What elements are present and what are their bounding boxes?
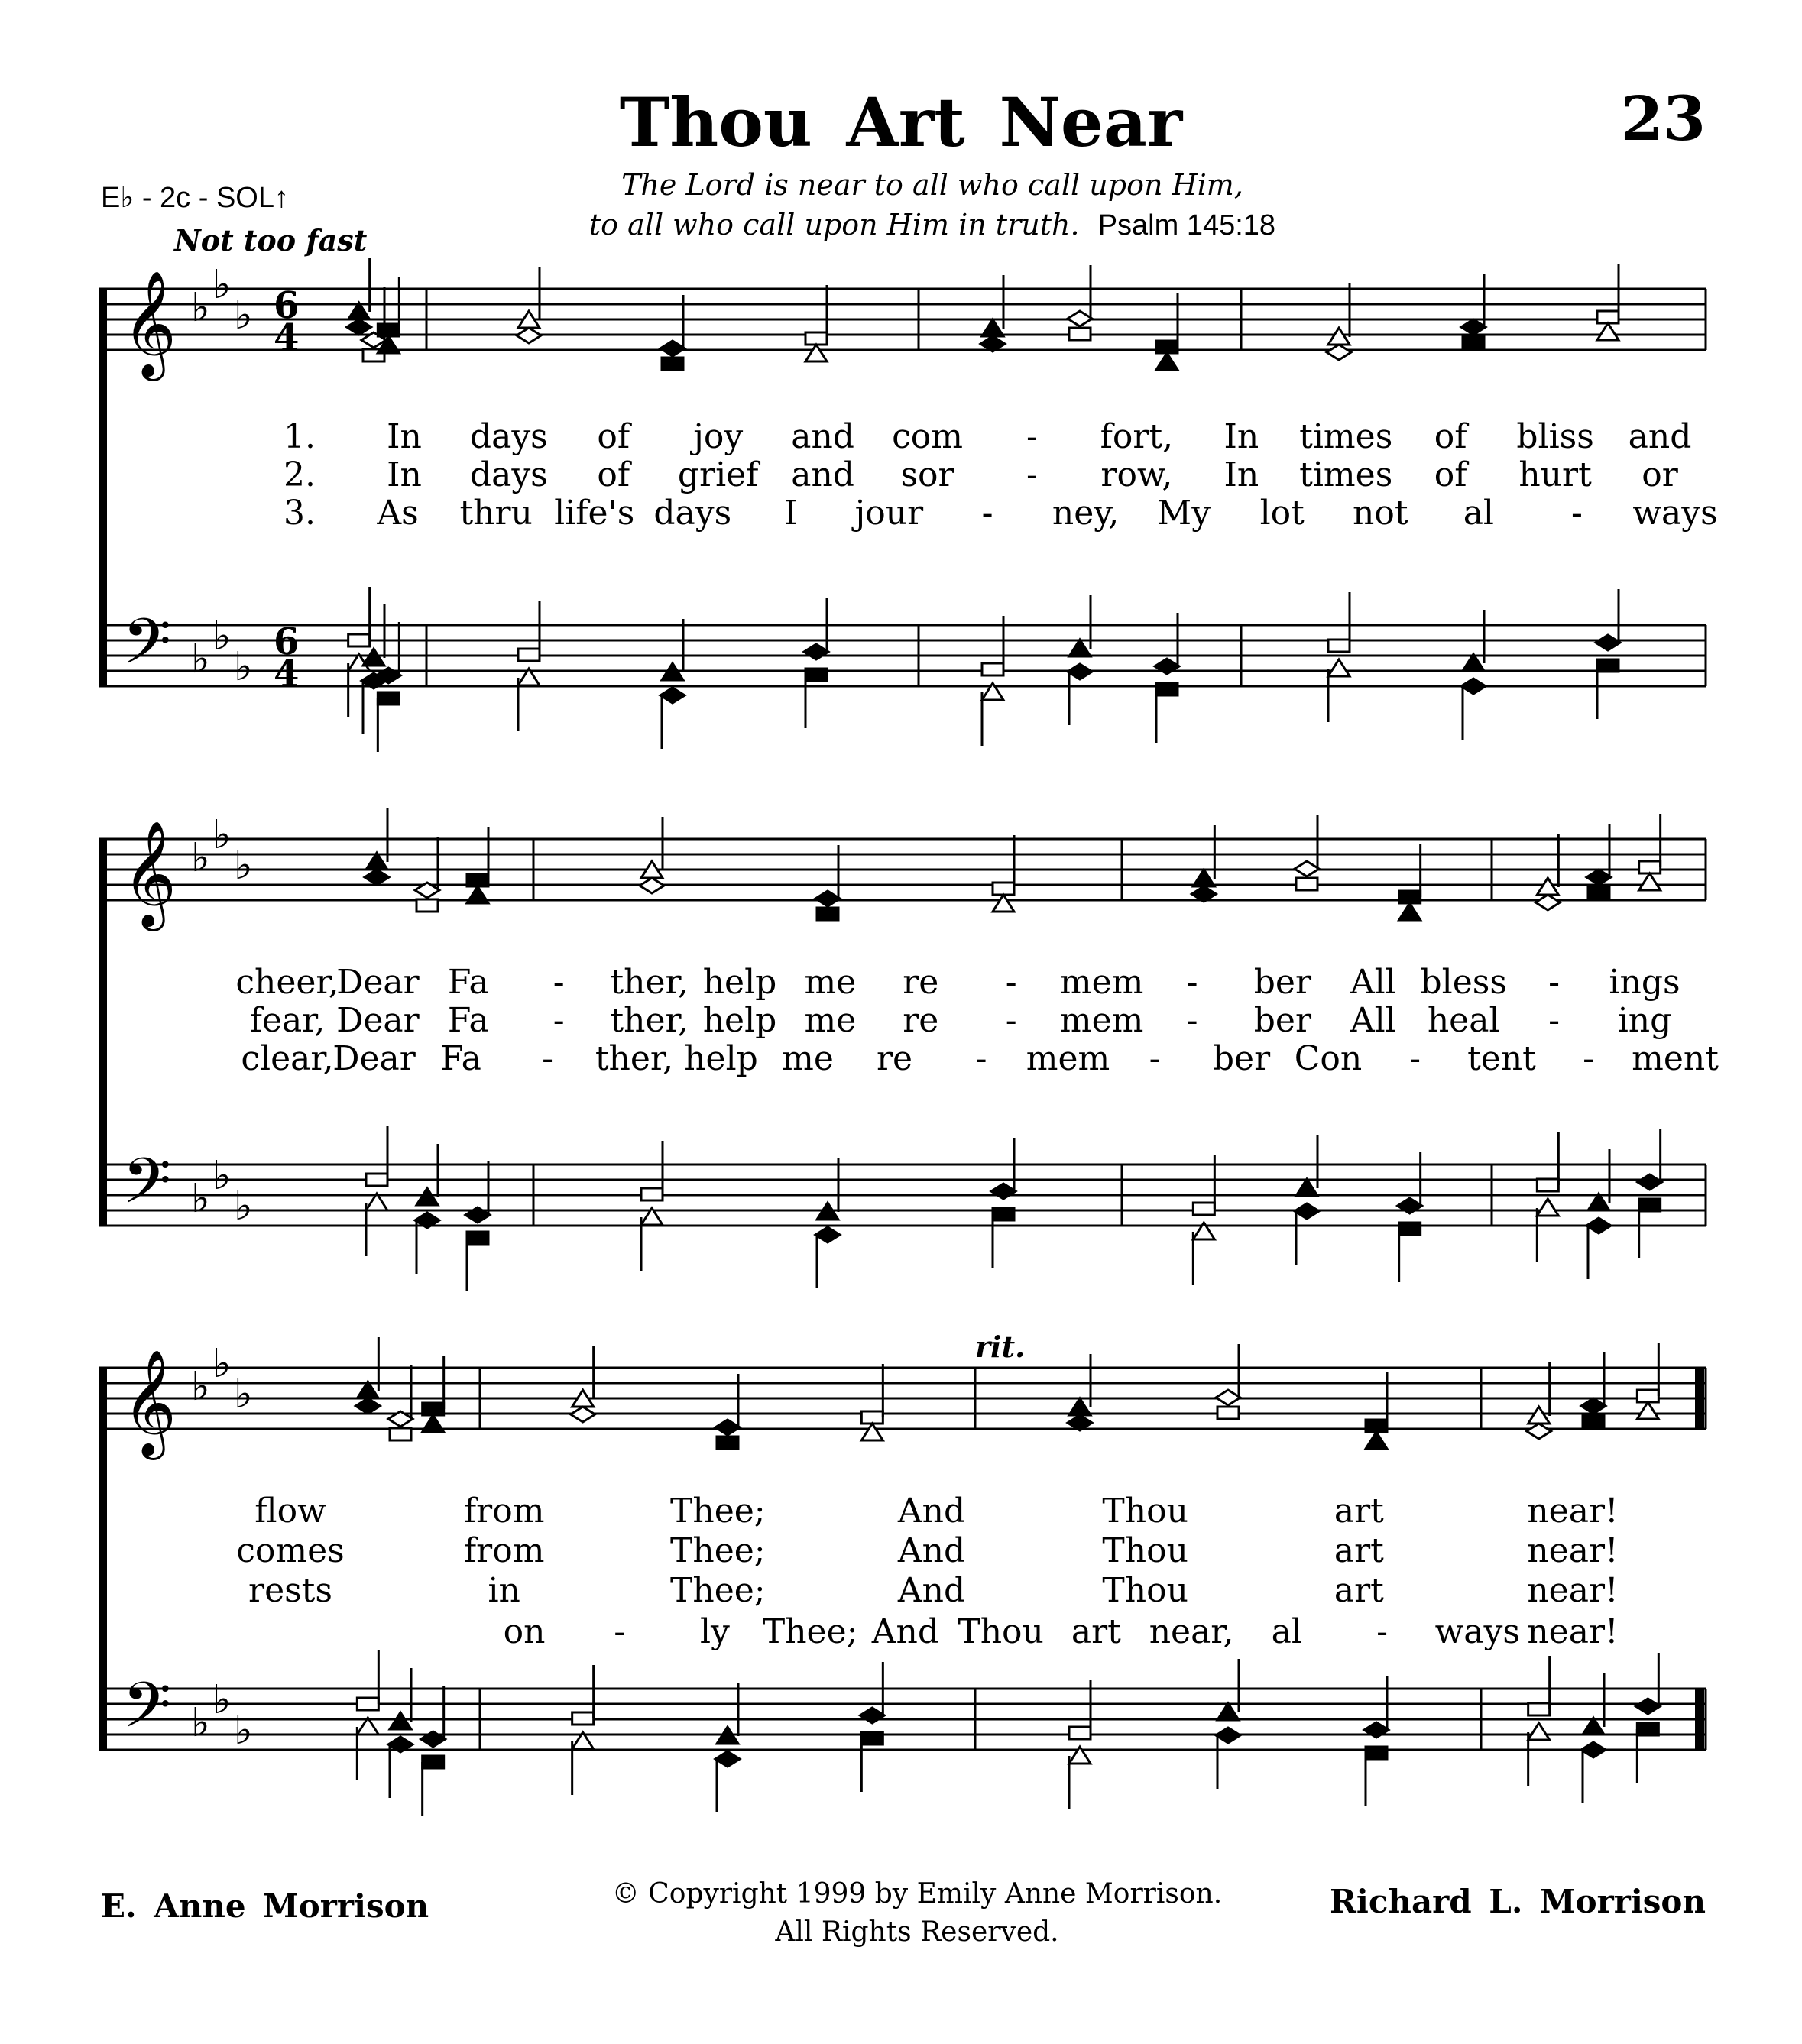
flat-sign: ♭ (212, 1677, 232, 1723)
lyric-verse-2: ber (1253, 1001, 1312, 1040)
note-head (1637, 1723, 1658, 1735)
note-head (982, 319, 1003, 336)
lyric-verse-2: help (702, 1001, 777, 1040)
note-head (467, 1232, 488, 1244)
note-head (805, 669, 827, 681)
lyric-echo: And (871, 1612, 940, 1651)
note-head (1528, 1703, 1550, 1715)
lyric-verse-2: In (1223, 455, 1259, 494)
lyricist: E. Anne Morrison (101, 1887, 429, 1925)
note-head (1586, 870, 1611, 885)
note-head (1295, 861, 1319, 876)
flat-sign: ♭ (234, 1708, 253, 1754)
final-barline (1695, 1689, 1704, 1750)
note-head (1537, 1199, 1558, 1216)
lyric-verse-1: of (1434, 417, 1467, 456)
note-head (1295, 1203, 1319, 1219)
lyric-echo: near! (1527, 1612, 1619, 1651)
note-head (423, 1756, 444, 1768)
lyric-verse-1: - (1186, 963, 1198, 1002)
lyric-verse-2: Dear (336, 1001, 420, 1040)
note-head (715, 1420, 740, 1435)
lyric-verse-3: days (653, 494, 732, 533)
lyric-verse-3: Thou (1102, 1571, 1188, 1610)
lyric-verse-3: lot (1259, 494, 1305, 533)
note-head (641, 1188, 663, 1200)
note-head (1461, 319, 1486, 335)
lyric-verse-3: - (975, 1039, 987, 1078)
lyric-verse-1: Dear (336, 963, 420, 1002)
lyric-verse-3: ment (1632, 1039, 1719, 1078)
lyric-verse-3: not (1353, 494, 1408, 533)
time-signature: 4 (274, 653, 300, 695)
note-head (1535, 895, 1560, 910)
note-head (365, 870, 389, 885)
note-head (416, 1188, 438, 1205)
lyric-verse-3: re (876, 1039, 913, 1078)
note-head (1068, 664, 1092, 679)
lyric-verse-3: near! (1527, 1571, 1619, 1610)
lyric-verse-3: al (1463, 494, 1495, 533)
flat-sign: ♭ (234, 1184, 253, 1229)
lyric-verse-2: art (1334, 1531, 1384, 1570)
lyric-verse-3: Thee; (670, 1571, 766, 1610)
note-head (1597, 659, 1619, 672)
note-head (1328, 640, 1350, 652)
note-head (1296, 878, 1317, 890)
lyric-verse-2: Fa (447, 1001, 489, 1040)
lyric-verse-2: - (1005, 1001, 1017, 1040)
note-head (357, 1698, 378, 1710)
note-head (355, 1398, 380, 1414)
note-head (715, 1751, 740, 1767)
lyric-verse-2: - (1186, 1001, 1198, 1040)
lyric-verse-2: of (1434, 455, 1467, 494)
lyric-verse-3: ney, (1052, 494, 1120, 533)
lyric-verse-1: fort, (1100, 417, 1174, 456)
note-head (982, 663, 1003, 675)
note-head (1527, 1424, 1551, 1439)
lyric-verse-3: Dear (332, 1039, 416, 1078)
lyric-verse-3: tent (1467, 1039, 1536, 1078)
lyric-echo: near, (1149, 1612, 1234, 1651)
lyric-verse-1: days (469, 417, 548, 456)
note-head (815, 891, 840, 906)
copyright-line-1: © Copyright 1999 by Emily Anne Morrison. (611, 1878, 1223, 1910)
lyric-verse-1: and (1628, 417, 1692, 456)
lyric-verse-3: rests (248, 1571, 332, 1610)
key-info: E♭ - 2c - SOL↑ (101, 182, 289, 214)
lyric-verse-2: days (469, 455, 548, 494)
note-head (1639, 873, 1661, 890)
hymn-number: 23 (1620, 83, 1706, 154)
flat-sign: ♭ (191, 1176, 210, 1222)
composer: Richard L. Morrison (1330, 1883, 1706, 1920)
lyric-verse-1: art (1334, 1492, 1384, 1531)
note-head (991, 1184, 1016, 1199)
lyric-verse-2: ther, (610, 1001, 689, 1040)
lyric-verse-3: me (782, 1039, 834, 1078)
flat-sign: ♭ (234, 1372, 253, 1417)
lyric-verse-1: ber (1253, 963, 1312, 1002)
lyric-verse-1: of (597, 417, 630, 456)
lyric-verse-2: re (903, 1001, 939, 1040)
note-head (660, 341, 685, 356)
flat-sign: ♭ (191, 285, 210, 331)
flat-sign: ♭ (234, 293, 253, 339)
lyric-verse-1: bless (1420, 963, 1507, 1002)
note-head (662, 358, 683, 370)
lyric-verse-1: near! (1527, 1492, 1619, 1531)
note-head (817, 908, 838, 920)
note-head (1399, 1223, 1421, 1235)
lyric-echo: - (1376, 1612, 1388, 1651)
treble-clef: 𝄞 (122, 270, 177, 377)
note-head (861, 1732, 883, 1744)
lyric-verse-1: - (1005, 963, 1017, 1002)
note-head (1366, 1747, 1387, 1759)
note-head (1597, 323, 1619, 340)
lyric-verse-3: My (1157, 494, 1211, 533)
note-head (347, 319, 371, 335)
lyric-echo: art (1071, 1612, 1121, 1651)
note-head (1537, 1179, 1558, 1191)
lyric-verse-2: Thou (1102, 1531, 1188, 1570)
lyric-verse-3: - (1583, 1039, 1594, 1078)
lyric-verse-3: art (1334, 1571, 1384, 1610)
lyric-verse-3: life's (554, 494, 635, 533)
lyric-verse-3: clear, (241, 1039, 334, 1078)
note-head (1193, 870, 1214, 886)
note-head (1528, 1407, 1550, 1424)
lyric-verse-1: - (1548, 963, 1561, 1002)
note-head (1596, 635, 1620, 650)
note-head (1639, 1199, 1661, 1211)
lyric-verse-3: in (488, 1571, 520, 1610)
note-head (861, 1424, 883, 1440)
lyric-verse-3: - (1570, 494, 1583, 533)
lyric-echo: on (503, 1612, 546, 1651)
lyric-verse-3: As (377, 494, 419, 533)
lyric-verse-1: And (897, 1492, 966, 1531)
flat-sign: ♭ (191, 835, 210, 881)
lyric-verse-2: heal (1427, 1001, 1500, 1040)
note-head (1366, 1432, 1387, 1449)
tempo-marking: Not too fast (174, 223, 368, 258)
lyric-verse-2: In (387, 455, 422, 494)
lyric-verse-1: and (791, 417, 854, 456)
lyric-verse-1: Thee; (670, 1492, 766, 1531)
note-head (1068, 311, 1092, 326)
lyric-verse-1: re (903, 963, 939, 1002)
flat-sign: ♭ (191, 637, 210, 682)
lyric-echo: - (614, 1612, 626, 1651)
lyric-verse-2: fear, (249, 1001, 326, 1040)
note-head (1216, 1728, 1240, 1743)
lyric-verse-3: Fa (440, 1039, 481, 1078)
note-head (1537, 878, 1558, 895)
note-head (572, 1712, 594, 1725)
note-head (1583, 1415, 1604, 1427)
hymn-title: Thou Art Near (619, 83, 1183, 162)
note-head (1638, 1174, 1662, 1190)
note-head (348, 634, 370, 646)
lyric-verse-2: And (897, 1531, 966, 1570)
lyric-verse-2: grief (677, 455, 759, 494)
lyric-verse-1: - (553, 963, 565, 1002)
time-signature: 6 (274, 620, 300, 663)
lyric-verse-2: or (1642, 455, 1678, 494)
lyric-verse-2: mem (1059, 1001, 1144, 1040)
note-head (1635, 1699, 1660, 1714)
ritardando-marking: rit. (975, 1330, 1026, 1364)
note-head (1216, 1390, 1240, 1405)
lyric-verse-3: And (897, 1571, 966, 1610)
lyric-verse-2: - (1548, 1001, 1561, 1040)
flat-sign: ♭ (234, 644, 253, 690)
scripture-line-2: to all who call upon Him in truth. (588, 208, 1080, 241)
bass-clef: 𝄢 (122, 1144, 172, 1233)
flat-sign: ♭ (234, 843, 253, 889)
lyric-verse-2: - (553, 1001, 565, 1040)
note-head (390, 1428, 411, 1440)
lyric-verse-1: In (1223, 417, 1259, 456)
lyric-verse-2: All (1350, 1001, 1396, 1040)
final-barline (1695, 1368, 1704, 1429)
note-head (1461, 679, 1486, 694)
lyric-echo: Thou (958, 1612, 1044, 1651)
lyric-verse-3: - (981, 494, 993, 533)
flat-sign: ♭ (212, 1341, 232, 1387)
lyric-verse-1: me (804, 963, 857, 1002)
note-head (1327, 345, 1351, 360)
lyric-verse-3: jour (854, 494, 924, 533)
lyric-verse-2: - (1026, 455, 1038, 494)
note-head (1581, 1398, 1606, 1414)
note-head (1069, 328, 1091, 340)
system-bracket (99, 839, 107, 1226)
lyric-verse-1: flow (254, 1492, 326, 1531)
note-head (378, 692, 399, 705)
lyric-verse-2: ing (1617, 1001, 1672, 1040)
lyric-verse-3: - (1149, 1039, 1161, 1078)
lyric-verse-1: In (387, 417, 422, 456)
lyric-verse-3: I (784, 494, 798, 533)
note-head (1156, 353, 1178, 370)
lyric-verse-3: - (1409, 1039, 1421, 1078)
note-head (1463, 336, 1484, 348)
scripture-line-1: The Lord is near to all who call upon Him, (621, 168, 1243, 202)
lyric-verse-1: cheer, (235, 963, 339, 1002)
note-head (1193, 1203, 1214, 1215)
note-head (717, 1437, 738, 1449)
flat-sign: ♭ (212, 262, 232, 308)
note-head (467, 886, 488, 903)
note-head (423, 1415, 444, 1432)
note-head (1637, 1402, 1658, 1419)
lyric-verse-3: help (684, 1039, 758, 1078)
lyric-verse-3: thru (459, 494, 533, 533)
lyric-verse-2: from (463, 1531, 545, 1570)
lyric-verse-1: 1. (284, 417, 316, 456)
lyric-verse-3: ther, (595, 1039, 674, 1078)
note-head (1217, 1407, 1239, 1419)
lyric-verse-2: me (804, 1001, 857, 1040)
lyric-verse-2: row, (1100, 455, 1173, 494)
note-head (1586, 1218, 1611, 1233)
note-head (1328, 328, 1350, 345)
note-head (571, 1407, 595, 1422)
note-head (660, 688, 685, 703)
note-head (993, 1208, 1014, 1220)
lyric-verse-1: bliss (1516, 417, 1594, 456)
note-head (815, 1227, 840, 1242)
lyric-verse-3: - (542, 1039, 553, 1078)
lyric-verse-3: 3. (284, 494, 316, 533)
time-signature: 4 (274, 316, 300, 359)
lyric-verse-1: All (1350, 963, 1396, 1002)
system-bracket (99, 1368, 107, 1750)
lyric-verse-1: mem (1059, 963, 1144, 1002)
note-head (804, 644, 828, 659)
lyric-verse-2: sor (900, 455, 954, 494)
lyric-verse-1: Thou (1102, 1492, 1188, 1531)
lyric-verse-1: com (892, 417, 963, 456)
note-head (1528, 1723, 1550, 1740)
note-head (1069, 1727, 1091, 1739)
lyrics (235, 417, 1719, 1651)
note-head (640, 878, 664, 893)
lyric-verse-2: hurt (1518, 455, 1592, 494)
system-bracket (99, 289, 107, 686)
note-head (1588, 886, 1609, 899)
flat-sign: ♭ (212, 614, 232, 659)
note-head (1328, 659, 1350, 676)
lyric-verse-2: and (791, 455, 854, 494)
treble-clef: 𝄞 (122, 1349, 177, 1456)
note-head (517, 328, 541, 343)
lyric-verse-2: Thee; (670, 1531, 766, 1570)
note-head (1069, 640, 1091, 656)
note-head (805, 345, 827, 361)
lyric-verse-1: times (1299, 417, 1393, 456)
lyric-verse-1: from (463, 1492, 545, 1531)
flat-sign: ♭ (191, 1700, 210, 1746)
note-head (1217, 1703, 1239, 1720)
flat-sign: ♭ (212, 1153, 232, 1199)
note-head (1399, 903, 1421, 920)
lyric-verse-2: times (1299, 455, 1393, 494)
lyric-verse-3: ber (1212, 1039, 1271, 1078)
lyric-echo: ly (699, 1612, 730, 1651)
lyric-verse-2: comes (236, 1531, 345, 1570)
lyric-verse-3: ways (1632, 494, 1718, 533)
lyric-echo: al (1271, 1612, 1302, 1651)
scripture-reference: Psalm 145:18 (1097, 209, 1276, 241)
lyric-verse-2: of (597, 455, 630, 494)
lyric-verse-2: near! (1527, 1531, 1619, 1570)
lyric-verse-1: Fa (447, 963, 489, 1002)
lyric-echo: Thee; (762, 1612, 858, 1651)
note-head (1156, 683, 1178, 695)
lyric-echo: ways (1434, 1612, 1520, 1651)
note-head (1069, 1398, 1091, 1415)
note-head (1296, 1179, 1317, 1196)
lyric-verse-3: mem (1026, 1039, 1110, 1078)
lyric-verse-1: help (702, 963, 777, 1002)
treble-clef: 𝄞 (122, 821, 177, 927)
copyright (581, 1875, 1253, 1952)
lyric-verse-2: 2. (284, 455, 316, 494)
lyric-verse-1: joy (693, 417, 744, 456)
note-head (363, 649, 384, 666)
lyric-verse-1: - (1026, 417, 1038, 456)
bass-clef: 𝄢 (122, 604, 172, 694)
flat-sign: ♭ (212, 812, 232, 858)
note-head (1581, 1742, 1606, 1757)
time-signature: 6 (274, 284, 300, 327)
copyright-line-2: All Rights Reserved. (775, 1916, 1059, 1948)
note-head (390, 1712, 411, 1729)
lyric-verse-1: ings (1609, 963, 1680, 1002)
lyric-verse-3: Con (1294, 1039, 1363, 1078)
note-head (993, 895, 1014, 912)
note-head (860, 1708, 884, 1723)
note-head (518, 649, 540, 661)
note-head (366, 1174, 387, 1186)
lyric-verse-1: ther, (610, 963, 689, 1002)
bass-clef: 𝄢 (122, 1668, 172, 1757)
flat-sign: ♭ (191, 1364, 210, 1410)
note-head (416, 899, 438, 912)
